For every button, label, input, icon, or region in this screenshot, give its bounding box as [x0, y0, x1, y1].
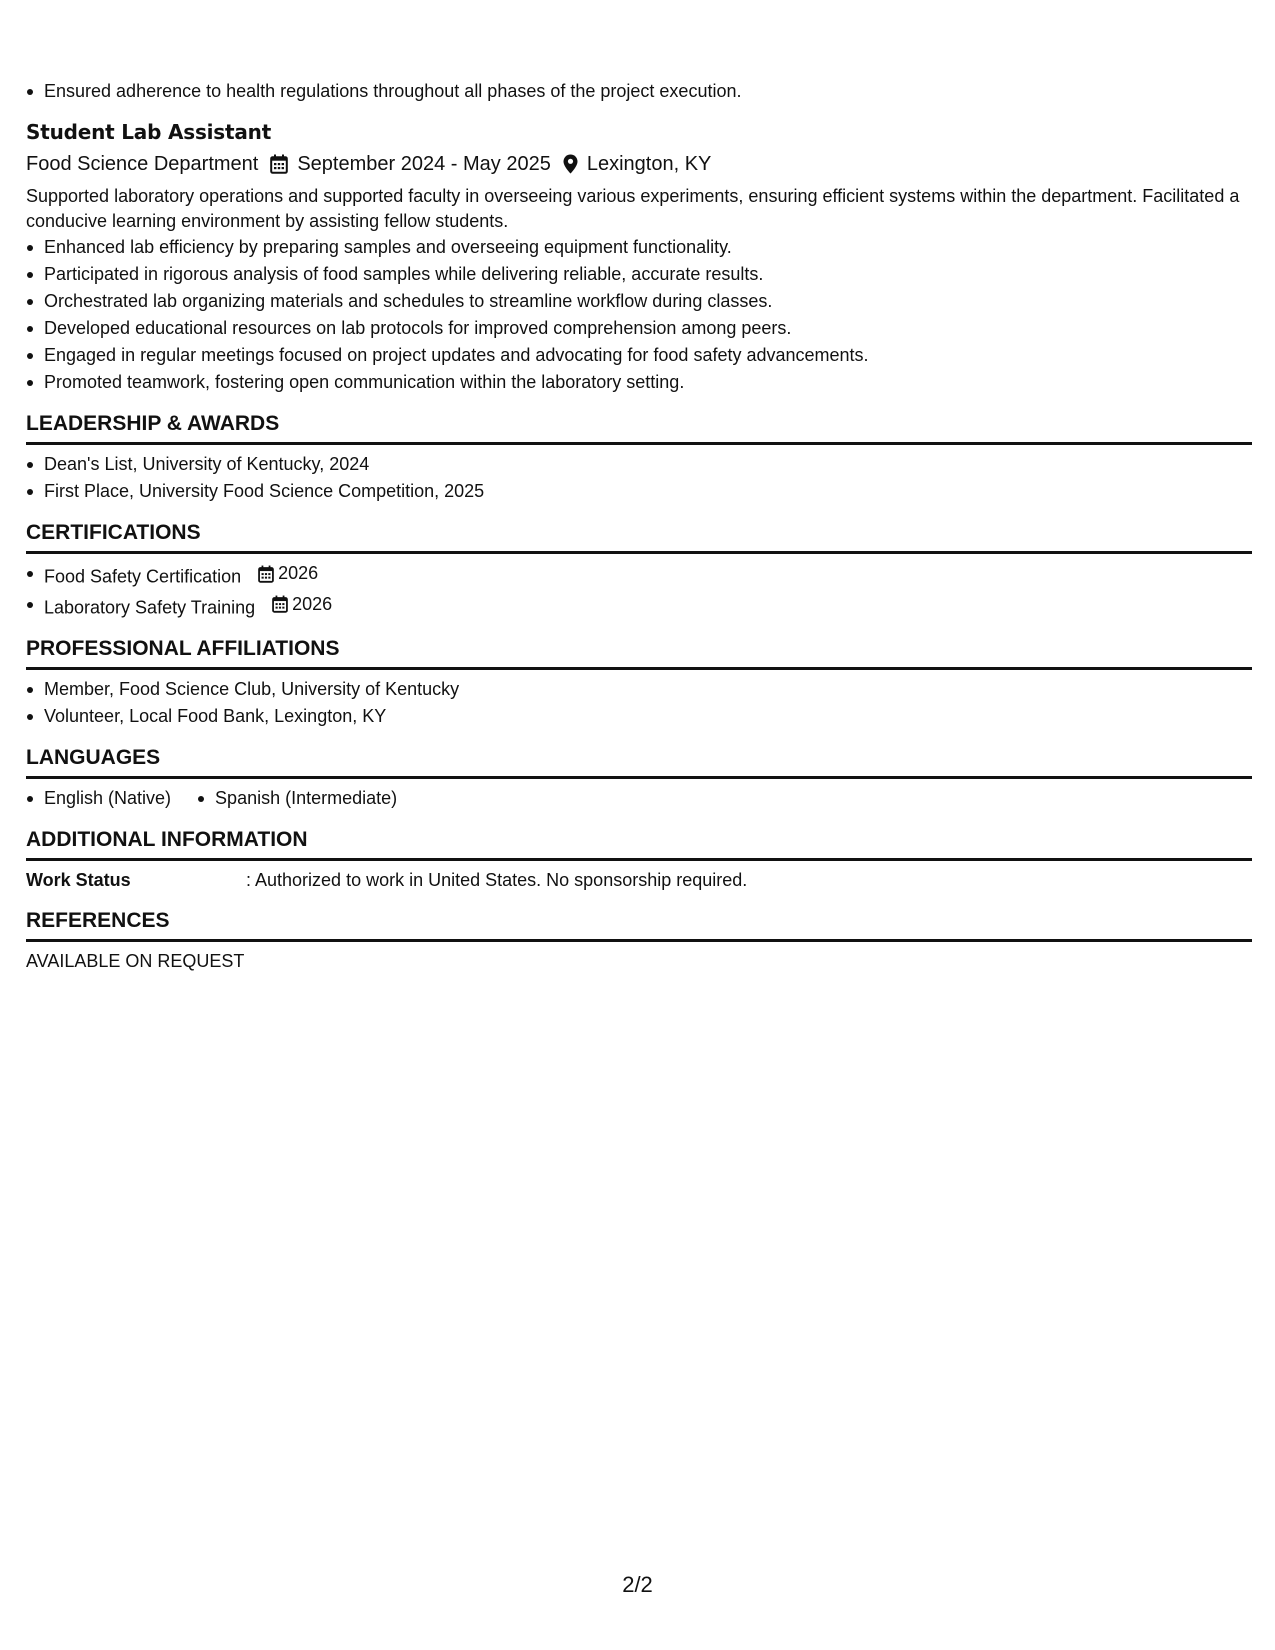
list-item: First Place, University Food Science Competition, 2025 [44, 478, 1252, 505]
list-item [44, 591, 1252, 622]
list-item: Enhanced lab efficiency by preparing samples and overseeing equipment functionality. [44, 234, 1252, 261]
certification-date [258, 560, 318, 587]
certification-year: 2026 [292, 593, 333, 614]
list-item: Volunteer, Local Food Bank, Lexington, KY [44, 703, 1252, 730]
job-organization: Food Science Department [26, 153, 259, 175]
list-item: English (Native) [44, 785, 171, 812]
certification-name: Food Safety Certification [44, 566, 242, 587]
references-text: AVAILABLE ON REQUEST [26, 951, 245, 971]
section-title-references: REFERENCES [26, 907, 1252, 942]
section-title-additional: ADDITIONAL INFORMATION [26, 826, 1252, 861]
section-title-certifications: CERTIFICATIONS [26, 519, 1252, 554]
job-meta [26, 150, 1252, 178]
previous-job-bullets [26, 78, 1252, 105]
job-dates: September 2024 - May 2025 [297, 153, 551, 175]
experience-entry [26, 118, 1252, 396]
job-title: Student Lab Assistant [26, 120, 272, 144]
work-status-label: Work Status [26, 870, 131, 890]
resume-page [26, 78, 1252, 974]
work-status-row [26, 867, 1252, 893]
list-item: Engaged in regular meetings focused on project updates and advocating for food safety advancements. [44, 342, 1252, 369]
affiliations-list [26, 676, 1252, 730]
section-title-affiliations: PROFESSIONAL AFFILIATIONS [26, 635, 1252, 670]
leadership-section [26, 410, 1252, 505]
languages-section [26, 744, 1252, 812]
section-title-leadership: LEADERSHIP & AWARDS [26, 410, 1252, 445]
certification-name: Laboratory Safety Training [44, 597, 256, 617]
calendar-icon [270, 154, 288, 174]
list-item: Spanish (Intermediate) [215, 785, 397, 812]
list-item: Member, Food Science Club, University of Kentucky [44, 676, 1252, 703]
job-description: Supported laboratory operations and supported faculty in overseeing various experiments, ensuring efficient systems within the department. Facilitated a conducive learning environment by assisting fellow students. [26, 186, 1240, 231]
references-section [26, 907, 1252, 974]
calendar-icon [258, 565, 274, 583]
job-bullets [26, 234, 1252, 396]
list-item: Dean's List, University of Kentucky, 2024 [44, 451, 1252, 478]
list-item: Developed educational resources on lab protocols for improved comprehension among peers. [44, 315, 1252, 342]
leadership-list [26, 451, 1252, 505]
map-pin-icon [563, 154, 578, 174]
languages-list [26, 785, 1252, 812]
job-location: Lexington, KY [586, 153, 712, 175]
list-item: Orchestrated lab organizing materials and schedules to streamline workflow during classes. [44, 288, 1252, 315]
section-title-languages: LANGUAGES [26, 744, 1252, 779]
certifications-list [26, 560, 1252, 621]
calendar-icon [272, 595, 288, 613]
additional-info-section [26, 826, 1252, 893]
list-item: Ensured adherence to health regulations throughout all phases of the project execution. [44, 78, 1252, 105]
affiliations-section [26, 635, 1252, 730]
certification-year: 2026 [278, 563, 319, 583]
list-item [44, 560, 1252, 591]
page-number: 2/2 [622, 1572, 653, 1597]
certification-date [272, 591, 332, 618]
list-item: Promoted teamwork, fostering open communication within the laboratory setting. [44, 369, 1252, 396]
work-status-value: : Authorized to work in United States. No sponsorship required. [246, 870, 748, 890]
list-item: Participated in rigorous analysis of food samples while delivering reliable, accurate results. [44, 261, 1252, 288]
certifications-section [26, 519, 1252, 621]
